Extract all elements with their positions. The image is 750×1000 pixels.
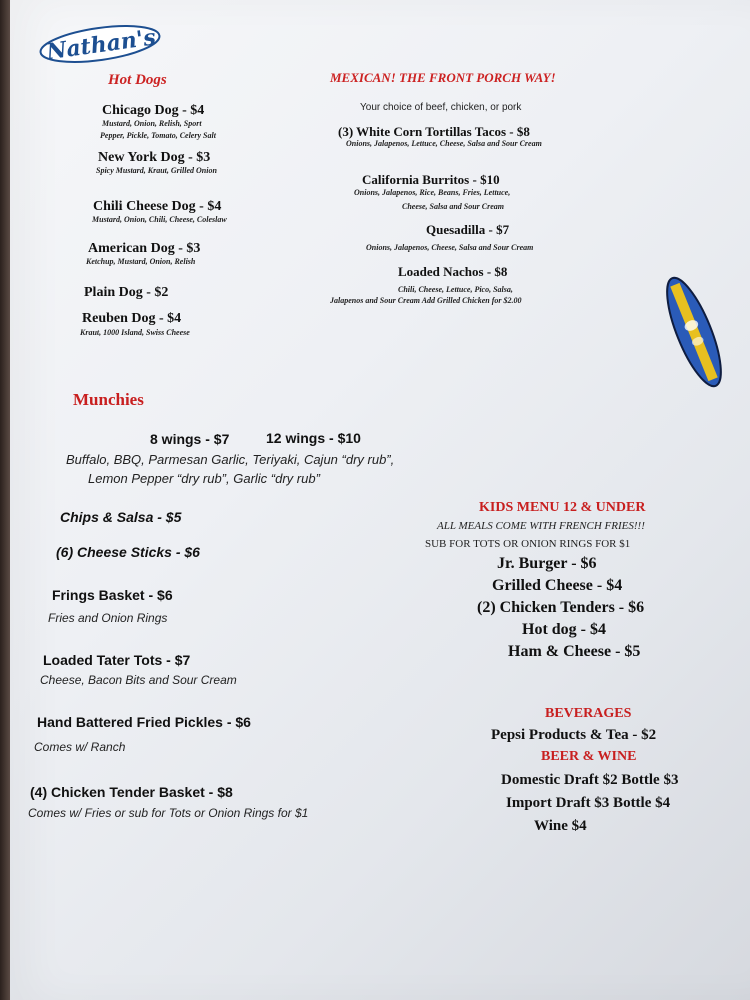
hotdog-desc-chicago: Mustard, Onion, Relish, Sport bbox=[102, 119, 202, 128]
munchies-item-chips: Chips & Salsa - $5 bbox=[60, 509, 182, 525]
hot-dogs-heading: Hot Dogs bbox=[108, 72, 167, 88]
logo-text: Nathan's bbox=[44, 24, 158, 64]
kids-item-grilled-cheese: Grilled Cheese - $4 bbox=[492, 577, 623, 594]
hotdog-item-chicago: Chicago Dog - $4 bbox=[102, 103, 205, 118]
hotdog-desc-reuben: Kraut, 1000 Island, Swiss Cheese bbox=[80, 328, 190, 337]
beverages-line-pepsi: Pepsi Products & Tea - $2 bbox=[491, 727, 657, 743]
nathans-logo bbox=[38, 20, 166, 69]
mexican-item-tacos: (3) White Corn Tortillas Tacos - $8 bbox=[338, 124, 530, 139]
munchies-desc-chicken-basket: Comes w/ Fries or sub for Tots or Onion Rings for $1 bbox=[28, 806, 309, 820]
hotdog-item-chili: Chili Cheese Dog - $4 bbox=[93, 199, 222, 214]
mexican-heading: MEXICAN! THE FRONT PORCH WAY! bbox=[330, 70, 556, 85]
beer-wine-heading: BEER & WINE bbox=[541, 749, 637, 764]
hotdog-item-reuben: Reuben Dog - $4 bbox=[82, 311, 182, 326]
beverages-line-import: Import Draft $3 Bottle $4 bbox=[506, 795, 671, 811]
kids-item-ham-cheese: Ham & Cheese - $5 bbox=[508, 643, 641, 660]
kids-item-chicken-tenders: (2) Chicken Tenders - $6 bbox=[477, 599, 645, 616]
logo-badge-icon bbox=[38, 20, 166, 64]
munchies-item-chicken-basket: (4) Chicken Tender Basket - $8 bbox=[30, 784, 233, 800]
munchies-item-cheese-sticks: (6) Cheese Sticks - $6 bbox=[56, 544, 200, 560]
munchies-desc-tater-tots: Cheese, Bacon Bits and Sour Cream bbox=[40, 673, 237, 687]
hotdog-desc-american: Ketchup, Mustard, Onion, Relish bbox=[86, 257, 196, 266]
kids-note-2: SUB FOR TOTS OR ONION RINGS FOR $1 bbox=[425, 538, 631, 550]
mexican-item-nachos: Loaded Nachos - $8 bbox=[398, 264, 508, 279]
kids-item-burger: Jr. Burger - $6 bbox=[497, 555, 597, 572]
beverages-line-wine: Wine $4 bbox=[534, 818, 587, 834]
hotdog-desc-chicago-2: Pepper, Pickle, Tomato, Celery Salt bbox=[100, 131, 216, 140]
surfboard-icon bbox=[648, 275, 740, 390]
hotdog-item-newyork: New York Dog - $3 bbox=[98, 150, 211, 165]
kids-item-hot-dog: Hot dog - $4 bbox=[522, 621, 606, 638]
wings-desc-2: Lemon Pepper “dry rub”, Garlic “dry rub” bbox=[88, 471, 320, 486]
munchies-desc-pickles: Comes w/ Ranch bbox=[34, 740, 126, 754]
mexican-desc-quesadilla: Onions, Jalapenos, Cheese, Salsa and Sour Cream bbox=[366, 243, 534, 252]
kids-heading: KIDS MENU 12 & UNDER bbox=[479, 500, 646, 515]
munchies-desc-frings: Fries and Onion Rings bbox=[48, 611, 168, 625]
wings-8-label: 8 wings - $7 bbox=[150, 431, 230, 447]
hotdog-desc-chili: Mustard, Onion, Chili, Cheese, Coleslaw bbox=[92, 215, 227, 224]
hotdog-item-plain: Plain Dog - $2 bbox=[84, 285, 169, 300]
kids-note-1: ALL MEALS COME WITH FRENCH FRIES!!! bbox=[437, 520, 645, 532]
mexican-item-burritos: California Burritos - $10 bbox=[362, 172, 500, 187]
munchies-heading: Munchies bbox=[73, 390, 144, 409]
wings-desc-1: Buffalo, BBQ, Parmesan Garlic, Teriyaki, Cajun “dry rub”, bbox=[66, 452, 395, 467]
hotdog-item-american: American Dog - $3 bbox=[88, 241, 201, 256]
munchies-item-frings: Frings Basket - $6 bbox=[52, 587, 173, 603]
beverages-heading: BEVERAGES bbox=[545, 706, 632, 721]
beverages-line-domestic: Domestic Draft $2 Bottle $3 bbox=[501, 772, 679, 788]
munchies-item-tater-tots: Loaded Tater Tots - $7 bbox=[43, 652, 191, 668]
mexican-desc-burritos-2: Cheese, Salsa and Sour Cream bbox=[402, 202, 505, 211]
mexican-desc-nachos: Chili, Cheese, Lettuce, Pico, Salsa, bbox=[398, 285, 513, 294]
mexican-subtitle: Your choice of beef, chicken, or pork bbox=[360, 102, 522, 113]
surfboard-sticker bbox=[648, 275, 740, 395]
mexican-desc-tacos: Onions, Jalapenos, Lettuce, Cheese, Salsa and Sour Cream bbox=[346, 139, 542, 148]
hotdog-desc-newyork: Spicy Mustard, Kraut, Grilled Onion bbox=[96, 166, 217, 175]
table-edge bbox=[0, 0, 10, 1000]
mexican-desc-nachos-2: Jalapenos and Sour Cream Add Grilled Chicken for $2.00 bbox=[330, 296, 522, 305]
munchies-item-pickles: Hand Battered Fried Pickles - $6 bbox=[37, 714, 251, 730]
mexican-item-quesadilla: Quesadilla - $7 bbox=[426, 222, 510, 237]
mexican-desc-burritos: Onions, Jalapenos, Rice, Beans, Fries, Lettuce, bbox=[354, 188, 511, 197]
wings-12-label: 12 wings - $10 bbox=[266, 430, 361, 446]
